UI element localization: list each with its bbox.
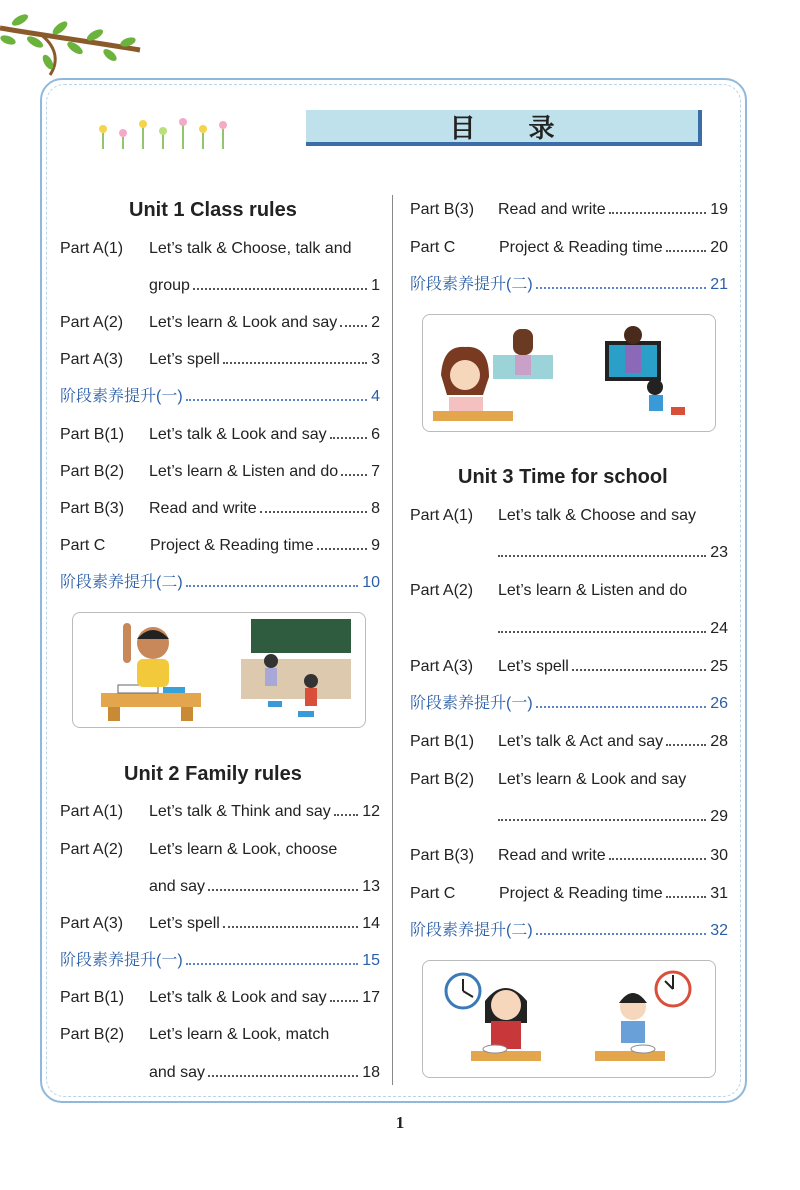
- entry-part: Part A(3): [410, 658, 474, 675]
- entry-page: 23: [710, 544, 728, 561]
- dot-leader: [223, 913, 358, 928]
- dot-leader: [330, 424, 368, 439]
- toc-entry[interactable]: [410, 731, 728, 753]
- toc-entry[interactable]: [410, 769, 728, 791]
- entry-page: 19: [710, 201, 728, 218]
- dot-leader: [498, 618, 706, 633]
- toc-entry[interactable]: [60, 801, 380, 823]
- toc-entry[interactable]: [410, 199, 728, 221]
- entry-part: Part A(2): [410, 582, 474, 599]
- toc-entry[interactable]: [60, 913, 380, 935]
- dot-leader: [223, 349, 367, 364]
- entry-page: 2: [371, 314, 380, 331]
- entry-part: 阶段素养提升(一): [410, 695, 533, 712]
- page-number: 1: [395, 1113, 405, 1132]
- dot-leader: [609, 199, 707, 214]
- entry-part: Part C: [60, 537, 106, 554]
- toc-title-box: [306, 110, 702, 146]
- entry-lesson: Let’s learn & Listen and do: [149, 463, 339, 480]
- entry-part: Part B(3): [410, 847, 475, 864]
- toc-entry-review[interactable]: [410, 920, 728, 942]
- entry-page: 32: [710, 922, 728, 939]
- dot-leader: [341, 461, 367, 476]
- entry-page: 13: [362, 878, 380, 895]
- entry-lesson: Let’s talk & Choose and say: [498, 507, 697, 524]
- entry-page: 15: [362, 952, 380, 969]
- dot-leader: [498, 806, 706, 821]
- dot-leader: [609, 845, 707, 860]
- dot-leader: [666, 731, 706, 746]
- toc-entry-continued[interactable]: [60, 275, 380, 297]
- entry-part: Part B(1): [60, 426, 125, 443]
- entry-part: Part C: [410, 239, 456, 256]
- entry-page: 18: [362, 1064, 380, 1081]
- entry-lesson: Let’s talk & Choose, talk and: [149, 240, 352, 257]
- toc-title: 目 录: [449, 113, 577, 144]
- entry-part: 阶段素养提升(一): [60, 952, 183, 969]
- entry-page: 25: [710, 658, 728, 675]
- entry-page: 29: [710, 808, 728, 825]
- entry-lesson: Let’s learn & Look and say: [498, 771, 687, 788]
- entry-lesson: Project & Reading time: [499, 239, 663, 256]
- entry-lesson: Let’s learn & Look, match: [149, 1026, 330, 1043]
- family-illustration: [422, 314, 716, 432]
- toc-entry-review[interactable]: [60, 572, 380, 594]
- entry-lesson: Project & Reading time: [499, 885, 663, 902]
- entry-page: 14: [362, 915, 380, 932]
- entry-lesson: Let’s spell: [498, 658, 569, 675]
- entry-lesson: Let’s spell: [149, 351, 220, 368]
- entry-lesson: Let’s talk & Look and say: [149, 989, 327, 1006]
- dot-leader: [536, 920, 707, 935]
- toc-entry[interactable]: [410, 580, 728, 602]
- toc-entry[interactable]: [60, 839, 380, 861]
- entry-lesson: Let’s talk & Look and say: [149, 426, 327, 443]
- entry-part: Part B(2): [60, 463, 125, 480]
- entry-lesson: Let’s learn & Look and say: [149, 314, 338, 331]
- entry-lesson: Read and write: [149, 500, 257, 517]
- entry-part: Part A(1): [60, 803, 124, 820]
- toc-entry[interactable]: [60, 312, 380, 334]
- entry-part: Part B(3): [60, 500, 125, 517]
- classroom-illustration: [72, 612, 366, 728]
- unit-2-title: Unit 2 Family rules: [124, 763, 302, 785]
- entry-page: 30: [710, 847, 728, 864]
- toc-entry[interactable]: [410, 237, 728, 259]
- dot-leader: [186, 950, 359, 965]
- entry-lesson-cont: and say: [149, 1064, 206, 1081]
- entry-part: 阶段素养提升(二): [410, 922, 533, 939]
- unit-1-title: Unit 1 Class rules: [129, 199, 297, 221]
- toc-entry[interactable]: [60, 349, 380, 371]
- entry-part: Part A(2): [60, 314, 124, 331]
- entry-page: 3: [371, 351, 380, 368]
- dot-leader: [260, 498, 367, 513]
- entry-part: Part A(1): [60, 240, 124, 257]
- entry-part: Part B(2): [410, 771, 475, 788]
- dot-leader: [208, 1062, 358, 1077]
- dot-leader: [186, 572, 359, 587]
- toc-entry[interactable]: [60, 238, 380, 260]
- entry-page: 4: [371, 388, 380, 405]
- toc-entry-continued[interactable]: [60, 876, 380, 898]
- entry-lesson-cont: group: [149, 277, 190, 294]
- toc-entry-review[interactable]: [60, 386, 380, 408]
- entry-page: 10: [362, 574, 380, 591]
- dot-leader: [572, 656, 706, 671]
- entry-part: Part A(2): [60, 841, 124, 858]
- dot-leader: [186, 386, 367, 401]
- toc-entry[interactable]: [60, 498, 380, 520]
- dot-leader: [536, 274, 707, 289]
- toc-entry-review[interactable]: [60, 950, 380, 972]
- entry-lesson: Let’s talk & Act and say: [498, 733, 664, 750]
- school-time-illustration: [422, 960, 716, 1078]
- entry-part: Part A(1): [410, 507, 474, 524]
- dot-leader: [208, 876, 358, 891]
- entry-page: 6: [371, 426, 380, 443]
- toc-entry[interactable]: [60, 535, 380, 557]
- dot-leader: [536, 693, 707, 708]
- branch-decoration: [0, 0, 150, 80]
- entry-part: 阶段素养提升(一): [60, 388, 183, 405]
- entry-page: 24: [710, 620, 728, 637]
- toc-entry-review[interactable]: [410, 693, 728, 715]
- entry-lesson: Let’s learn & Listen and do: [498, 582, 688, 599]
- toc-entry[interactable]: [410, 505, 728, 527]
- toc-entry[interactable]: [60, 1024, 380, 1046]
- toc-entry-continued[interactable]: [410, 618, 728, 640]
- toc-entry[interactable]: [60, 987, 380, 1009]
- toc-entry[interactable]: [60, 424, 380, 446]
- dot-leader: [193, 275, 367, 290]
- dot-leader: [340, 312, 367, 327]
- toc-entry[interactable]: [410, 845, 728, 867]
- dot-leader: [317, 535, 367, 550]
- entry-page: 17: [362, 989, 380, 1006]
- toc-entry-continued[interactable]: [410, 542, 728, 564]
- entry-lesson-cont: and say: [149, 878, 206, 895]
- entry-part: Part B(1): [60, 989, 125, 1006]
- dot-leader: [334, 801, 358, 816]
- entry-lesson: Read and write: [498, 847, 606, 864]
- entry-lesson: Project & Reading time: [150, 537, 314, 554]
- toc-entry-continued[interactable]: [60, 1062, 380, 1084]
- entry-part: Part A(3): [60, 351, 124, 368]
- toc-entry[interactable]: [410, 656, 728, 678]
- entry-page: 1: [371, 277, 380, 294]
- entry-page: 31: [710, 885, 728, 902]
- dot-leader: [666, 237, 707, 252]
- flowers-decoration: [95, 115, 245, 153]
- family-scene: [423, 315, 715, 431]
- entry-page: 26: [710, 695, 728, 712]
- classroom-scene: [73, 613, 365, 727]
- toc-entry[interactable]: [410, 883, 728, 905]
- entry-lesson: Let’s learn & Look, choose: [149, 841, 338, 858]
- entry-lesson: Read and write: [498, 201, 606, 218]
- entry-part: Part B(2): [60, 1026, 125, 1043]
- toc-entry-continued[interactable]: [410, 806, 728, 828]
- entry-part: Part B(3): [410, 201, 475, 218]
- entry-lesson: Let’s spell: [149, 915, 220, 932]
- dot-leader: [498, 542, 706, 557]
- dot-leader: [666, 883, 707, 898]
- entry-page: 8: [371, 500, 380, 517]
- entry-part: 阶段素养提升(二): [410, 276, 533, 293]
- entry-part: Part A(3): [60, 915, 124, 932]
- unit-3-title: Unit 3 Time for school: [458, 466, 668, 488]
- column-divider: [392, 195, 393, 1085]
- entry-page: 21: [710, 276, 728, 293]
- toc-entry-review[interactable]: [410, 274, 728, 296]
- entry-lesson: Let’s talk & Think and say: [149, 803, 331, 820]
- entry-part: Part C: [410, 885, 456, 902]
- entry-part: 阶段素养提升(二): [60, 574, 183, 591]
- entry-page: 12: [362, 803, 380, 820]
- entry-page: 28: [710, 733, 728, 750]
- entry-page: 20: [710, 239, 728, 256]
- toc-entry[interactable]: [60, 461, 380, 483]
- entry-page: 7: [371, 463, 380, 480]
- dot-leader: [330, 987, 359, 1002]
- entry-part: Part B(1): [410, 733, 475, 750]
- breakfast-scene: [423, 961, 715, 1077]
- entry-page: 9: [371, 537, 380, 554]
